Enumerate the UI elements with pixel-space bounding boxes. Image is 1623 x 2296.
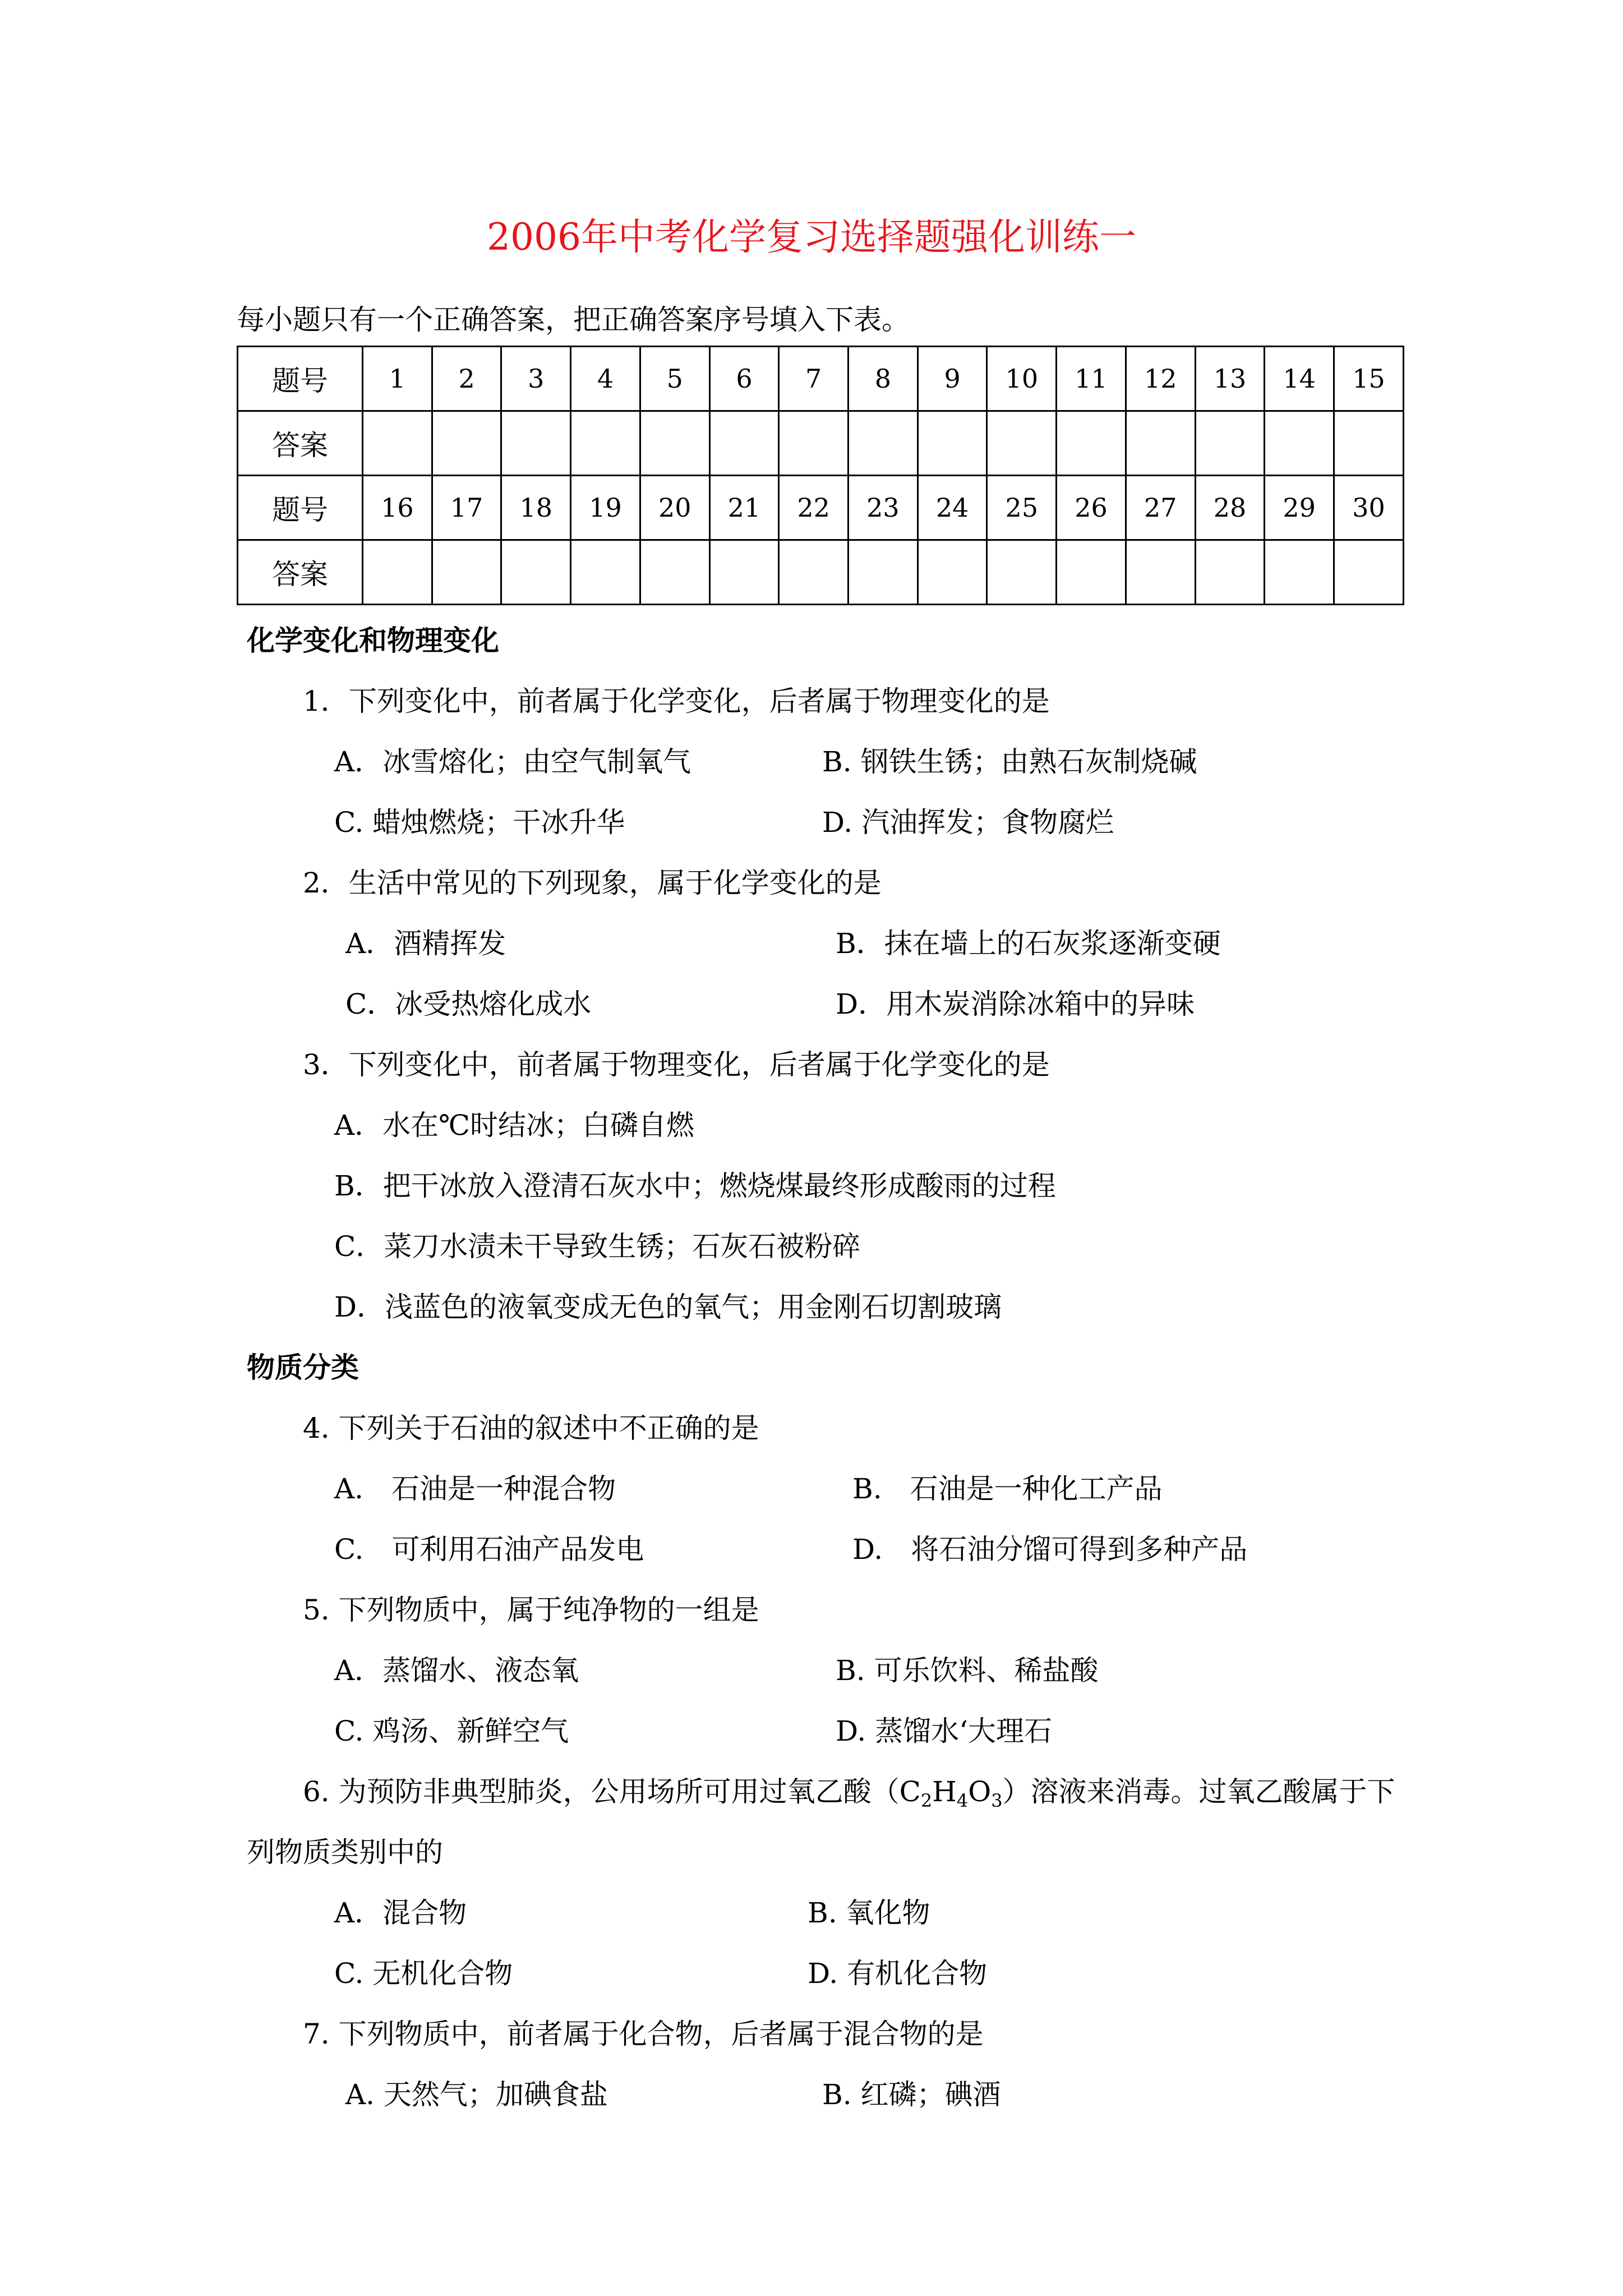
section-heading: 化学变化和物理变化: [247, 624, 499, 657]
option-c: C．菜刀水渍未干导致生锈；石灰石被粉碎: [334, 1230, 861, 1263]
answer-cell[interactable]: [709, 540, 779, 605]
option-a: A．混合物: [334, 1897, 467, 1929]
answer-cell[interactable]: [1126, 540, 1195, 605]
option-b: B．抹在墙上的石灰浆逐渐变硬: [836, 927, 1221, 960]
option-a: A．冰雪熔化；由空气制氧气: [334, 746, 691, 778]
answer-cell[interactable]: [363, 411, 432, 476]
table-row-answers-2: [238, 540, 1404, 605]
question-number-cell: 25: [987, 476, 1057, 540]
question-number-cell: 9: [917, 347, 987, 411]
question-number-cell: 12: [1126, 347, 1195, 411]
answer-cell[interactable]: [571, 540, 640, 605]
question-number-cell: 8: [849, 347, 918, 411]
stem-text: 6. 为预防非典型肺炎，公用场所可用过氧乙酸（C: [303, 1775, 921, 1808]
row-label-answer: 答案: [238, 411, 363, 476]
option-d: D. 将石油分馏可得到多种产品: [852, 1533, 1248, 1566]
answer-cell[interactable]: [1334, 540, 1404, 605]
answer-cell[interactable]: [640, 540, 709, 605]
option-b: B. 红磷；碘酒: [822, 2078, 1001, 2111]
option-c: C. 蜡烛燃烧；干冰升华: [334, 806, 625, 839]
row-label-answer: 答案: [238, 540, 363, 605]
option-a: A．酒精挥发: [345, 927, 506, 960]
question-number-cell: 2: [432, 347, 501, 411]
section-heading: 物质分类: [247, 1351, 359, 1384]
subscript: 2: [920, 1790, 933, 1811]
instruction-text: 每小题只有一个正确答案，把正确答案序号填入下表。: [237, 303, 910, 336]
answer-cell[interactable]: [571, 411, 640, 476]
answer-cell[interactable]: [987, 540, 1057, 605]
question-number-cell: 26: [1057, 476, 1126, 540]
question-number-cell: 29: [1265, 476, 1334, 540]
answer-cell[interactable]: [1057, 411, 1126, 476]
question-number-cell: 21: [709, 476, 779, 540]
stem-text: O: [968, 1775, 992, 1808]
answer-cell[interactable]: [849, 540, 918, 605]
table-row-answers-1: [238, 411, 1404, 476]
question-number-cell: 15: [1334, 347, 1404, 411]
question-number-cell: 20: [640, 476, 709, 540]
answer-cell[interactable]: [501, 411, 571, 476]
question-stem: 3．下列变化中，前者属于物理变化，后者属于化学变化的是: [303, 1048, 1050, 1081]
question-number-cell: 17: [432, 476, 501, 540]
option-c: C. 鸡汤、新鲜空气: [334, 1715, 569, 1747]
stem-text: ）溶液来消毒。过氧乙酸属于下: [1002, 1775, 1395, 1808]
option-d: D. 有机化合物: [808, 1957, 988, 1990]
answer-cell[interactable]: [849, 411, 918, 476]
question-number-cell: 30: [1334, 476, 1404, 540]
option-d: D．浅蓝色的液氧变成无色的氧气；用金刚石切割玻璃: [334, 1291, 1002, 1323]
answer-cell[interactable]: [917, 411, 987, 476]
answer-cell[interactable]: [363, 540, 432, 605]
question-number-cell: 3: [501, 347, 571, 411]
answer-cell[interactable]: [917, 540, 987, 605]
option-c: C. 无机化合物: [334, 1957, 513, 1990]
answer-cell[interactable]: [779, 540, 849, 605]
option-c: C. 可利用石油产品发电: [334, 1533, 644, 1566]
table-row-numbers-1: [238, 347, 1404, 411]
answer-cell[interactable]: [987, 411, 1057, 476]
question-stem: 7. 下列物质中，前者属于化合物，后者属于混合物的是: [303, 2018, 984, 2050]
question-stem-continued: 列物质类别中的: [247, 1836, 443, 1869]
question-stem: [303, 1772, 1395, 1820]
question-number-cell: 27: [1126, 476, 1195, 540]
question-number-cell: 28: [1195, 476, 1265, 540]
answer-cell[interactable]: [432, 540, 501, 605]
option-a: A. 天然气；加碘食盐: [345, 2078, 608, 2111]
question-stem: 1．下列变化中，前者属于化学变化，后者属于物理变化的是: [303, 685, 1050, 717]
subscript: 3: [991, 1790, 1003, 1811]
question-number-cell: 4: [571, 347, 640, 411]
answer-cell[interactable]: [1057, 540, 1126, 605]
answer-cell[interactable]: [1265, 540, 1334, 605]
subscript: 4: [956, 1790, 969, 1811]
question-number-cell: 5: [640, 347, 709, 411]
answer-cell[interactable]: [1126, 411, 1195, 476]
answer-cell[interactable]: [640, 411, 709, 476]
question-stem: 4. 下列关于石油的叙述中不正确的是: [303, 1412, 759, 1444]
answer-cell[interactable]: [1334, 411, 1404, 476]
question-number-cell: 19: [571, 476, 640, 540]
answer-cell[interactable]: [501, 540, 571, 605]
question-number-cell: 6: [709, 347, 779, 411]
option-d: D．用木炭消除冰箱中的异味: [836, 988, 1195, 1020]
question-number-cell: 24: [917, 476, 987, 540]
question-number-cell: 22: [779, 476, 849, 540]
question-number-cell: 7: [779, 347, 849, 411]
answer-cell[interactable]: [1195, 411, 1265, 476]
question-number-cell: 1: [363, 347, 432, 411]
answer-table: [237, 346, 1404, 605]
question-stem: 2．生活中常见的下列现象，属于化学变化的是: [303, 867, 882, 899]
answer-cell[interactable]: [432, 411, 501, 476]
question-stem: 5. 下列物质中，属于纯净物的一组是: [303, 1594, 759, 1626]
question-number-cell: 14: [1265, 347, 1334, 411]
option-b: B. 可乐饮料、稀盐酸: [836, 1654, 1099, 1687]
option-d: D. 汽油挥发；食物腐烂: [822, 806, 1114, 839]
answer-cell[interactable]: [779, 411, 849, 476]
option-b: B. 氧化物: [808, 1897, 930, 1929]
stem-text: H: [932, 1775, 957, 1808]
question-number-cell: 16: [363, 476, 432, 540]
row-label-number: 题号: [238, 476, 363, 540]
question-number-cell: 23: [849, 476, 918, 540]
option-c: C．冰受热熔化成水: [345, 988, 592, 1020]
question-number-cell: 11: [1057, 347, 1126, 411]
option-a: A. 石油是一种混合物: [334, 1473, 616, 1505]
option-b: B. 石油是一种化工产品: [852, 1473, 1163, 1505]
page-title: 2006年中考化学复习选择题强化训练一: [487, 215, 1136, 259]
question-number-cell: 13: [1195, 347, 1265, 411]
answer-cell[interactable]: [1195, 540, 1265, 605]
option-b: B．把干冰放入澄清石灰水中；燃烧煤最终形成酸雨的过程: [334, 1170, 1056, 1202]
option-a: A．蒸馏水、液态氧: [334, 1654, 579, 1687]
row-label-number: 题号: [238, 347, 363, 411]
answer-cell[interactable]: [1265, 411, 1334, 476]
question-number-cell: 18: [501, 476, 571, 540]
option-a: A．水在℃时结冰；白磷自燃: [334, 1109, 695, 1142]
option-b: B. 钢铁生锈；由熟石灰制烧碱: [822, 746, 1197, 778]
option-d: D. 蒸馏水‘大理石: [836, 1715, 1052, 1747]
answer-cell[interactable]: [709, 411, 779, 476]
question-number-cell: 10: [987, 347, 1057, 411]
table-row-numbers-2: [238, 476, 1404, 540]
